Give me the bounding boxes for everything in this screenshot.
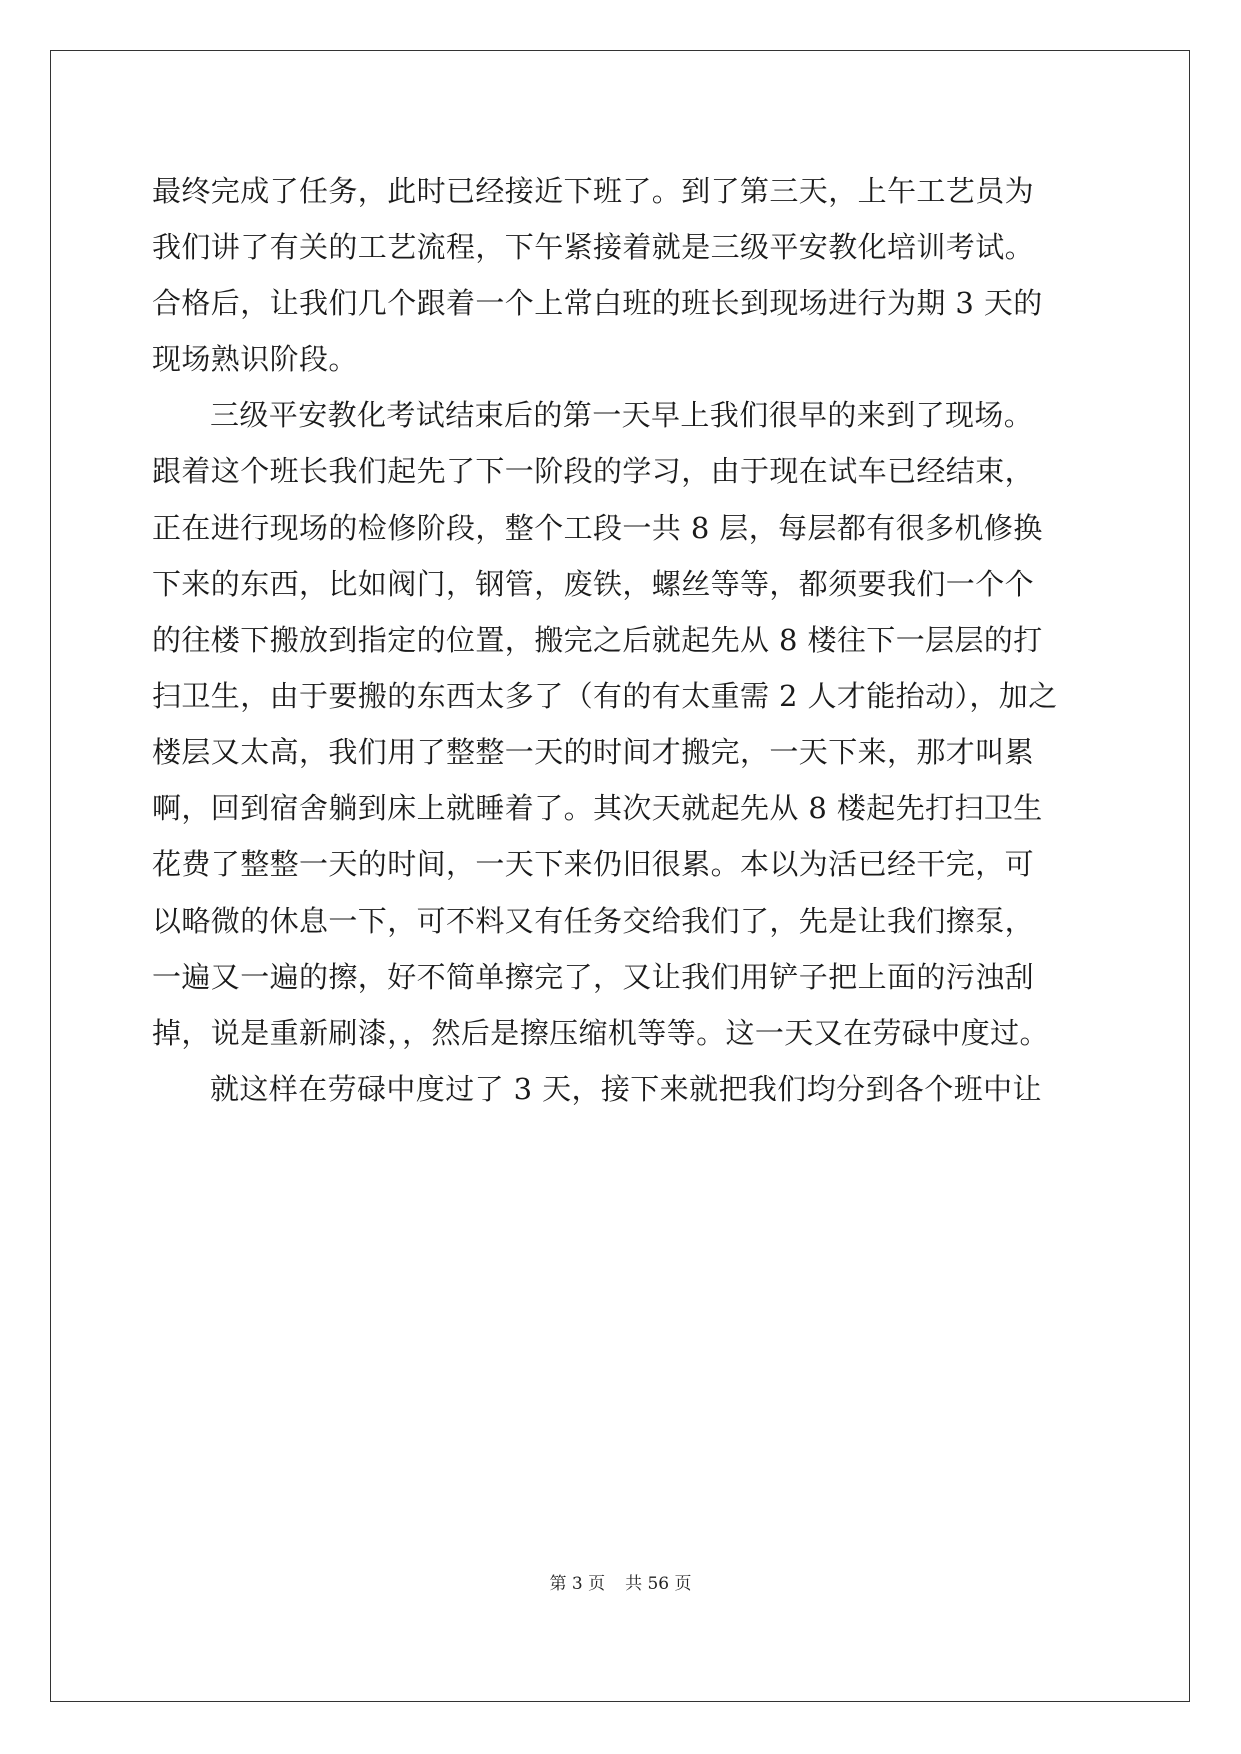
text-line: 的往楼下搬放到指定的位置，搬完之后就起先从 8 楼往下一层层的打 [152, 623, 1043, 657]
text-line: 现场熟识阶段。 [152, 342, 358, 376]
text-line: 掉，说是重新刷漆，，然后是擦压缩机等等。这一天又在劳碌中度过。 [152, 1016, 1049, 1050]
text-line: 啊，回到宿舍躺到床上就睡着了。其次天就起先从 8 楼起先打扫卫生 [152, 791, 1043, 825]
text-line: 以略微的休息一下，可不料又有任务交给我们了，先是让我们擦泵， [152, 904, 1035, 938]
page-number-total: 共 56 页 [625, 1574, 692, 1594]
text-line: 下来的东西，比如阀门，钢管，废铁，螺丝等等，都须要我们一个个 [152, 567, 1035, 601]
text-line: 我们讲了有关的工艺流程，下午紧接着就是三级平安教化培训考试。 [152, 230, 1035, 264]
paragraph-start-line: 三级平安教化考试结束后的第一天早上我们很早的来到了现场。 [210, 398, 1034, 432]
text-line: 花费了整整一天的时间，一天下来仍旧很累。本以为活已经干完，可 [152, 847, 1035, 881]
page-footer [0, 1572, 1241, 1596]
text-line: 扫卫生，由于要搬的东西太多了（有的有太重需 2 人才能抬动），加之 [152, 679, 1058, 713]
text-line: 跟着这个班长我们起先了下一阶段的学习，由于现在试车已经结束， [152, 454, 1035, 488]
text-line: 楼层又太高，我们用了整整一天的时间才搬完，一天下来，那才叫累 [152, 735, 1035, 769]
text-line: 最终完成了任务，此时已经接近下班了。到了第三天，上午工艺员为 [152, 174, 1035, 208]
text-line: 一遍又一遍的擦，好不简单擦完了，又让我们用铲子把上面的污浊刮 [152, 960, 1035, 994]
text-line: 合格后，让我们几个跟着一个上常白班的班长到现场进行为期 3 天的 [152, 286, 1043, 320]
page-number-current: 第 3 页 [549, 1574, 606, 1594]
paragraph-start-line: 就这样在劳碌中度过了 3 天，接下来就把我们均分到各个班中让 [210, 1072, 1042, 1106]
text-line: 正在进行现场的检修阶段，整个工段一共 8 层，每层都有很多机修换 [152, 511, 1043, 545]
